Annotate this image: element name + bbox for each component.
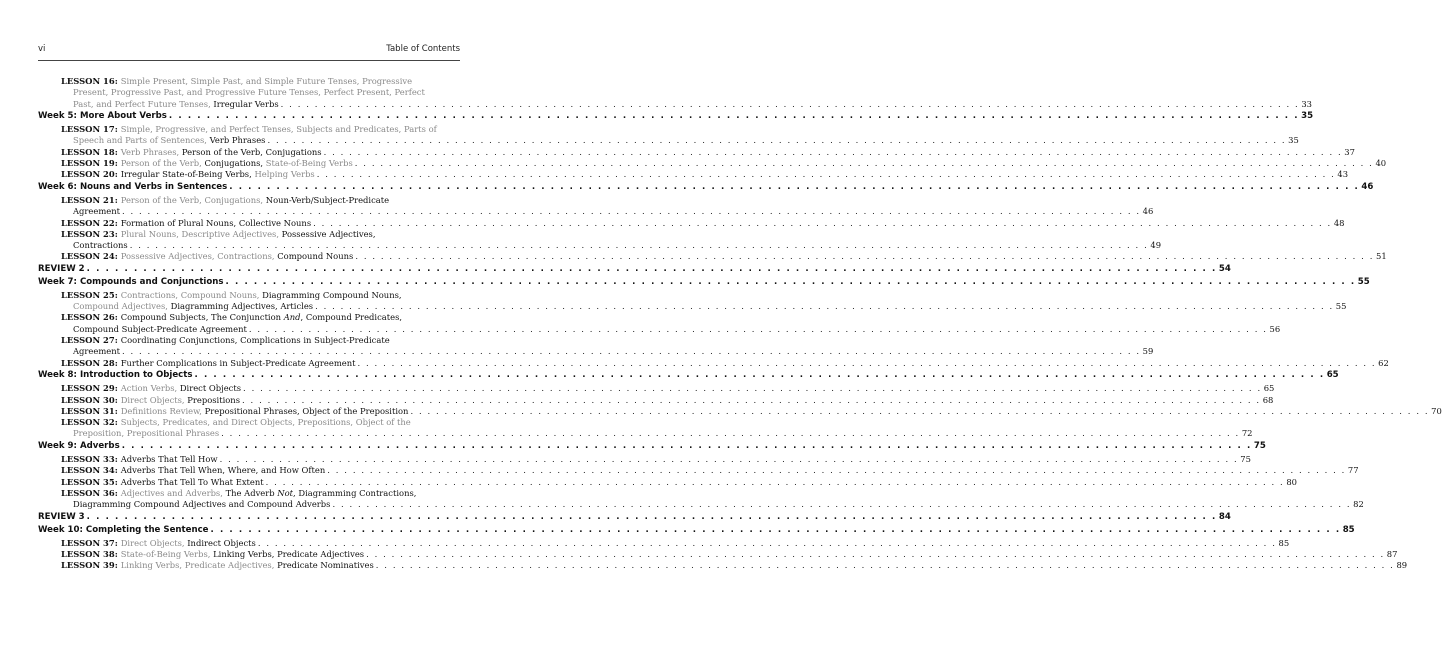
- entry-line: [61, 251, 1387, 262]
- entry-text: [61, 560, 374, 571]
- page-ref: 43: [1337, 169, 1349, 180]
- lesson-label: LESSON 23:: [61, 228, 121, 239]
- lesson-label: LESSON 28:: [61, 357, 121, 368]
- topic-text: Agreement: [73, 346, 120, 357]
- toc-section-entry[interactable]: [38, 370, 1339, 381]
- lesson-label: LESSON 17:: [61, 124, 121, 135]
- entry-text: [61, 169, 315, 180]
- dot-leader: . . . . . . . . . . . . . . . . . . . . . . . . . . . . . . . . . . . . . . . . . . . . . . . . . . . . . . . . . . . . . . . . . . . . . . . . . . . . . . . . . . . . . . . . . . . . . . . . . . . . . . . . . . . . . . . . . . . . . . . .: [323, 146, 1343, 157]
- topic-text: Verb Phrases,: [120, 146, 182, 157]
- lesson-label: LESSON 29:: [61, 383, 121, 394]
- entry-line: [61, 323, 1281, 335]
- topic-text: Adverbs That Tell When, Where, and How Often: [120, 465, 326, 476]
- page-ref: 84: [1218, 511, 1231, 522]
- topic-text: Contractions, Compound Nouns,: [120, 289, 263, 300]
- toc-lesson-entry[interactable]: [38, 124, 1299, 147]
- page-ref: 82: [1353, 499, 1364, 510]
- page-ref: 75: [1240, 454, 1251, 464]
- entry-line: [61, 312, 455, 323]
- dot-leader: . . . . . . . . . . . . . . . . . . . . . . . . . . . . . . . . . . . . . . . . . . . . . . . . . . . . . . . . . . . . . . . . . . . . . . . . . . . . . . . . . . . . . . . . . . . . . . . . . . . . . . . . . . . . . . . . . . . . . . . .: [327, 465, 1346, 476]
- topic-text: Compound Subjects, The Conjunction: [120, 312, 284, 323]
- page-ref: 55: [1335, 301, 1347, 312]
- lesson-label: LESSON 32:: [61, 417, 121, 428]
- table-of-contents: [38, 76, 1442, 571]
- dot-leader: . . . . . . . . . . . . . . . . . . . . . . . . . . . . . . . . . . . . . . . . . . . . . . . . . . . . . . . . . . . . . . . . . . . . . . . . . . . . . . . . . . . . . . . . . . . . . . . . . . . . . . . . . . . . . . . . . . . . . . . .: [313, 217, 1332, 228]
- page-ref: 62: [1378, 357, 1389, 368]
- topic-text: Possessive Adjectives, Contractions,: [120, 251, 278, 262]
- entry-line: [61, 417, 455, 428]
- toc-section-entry[interactable]: [38, 182, 1374, 193]
- entry-line: [61, 548, 1398, 560]
- toc-lesson-entry[interactable]: [38, 487, 1364, 511]
- page-ref: 35: [1288, 135, 1299, 146]
- entry-line: [61, 454, 1251, 465]
- page-ref: 89: [1396, 560, 1408, 571]
- entry-text: [61, 477, 264, 488]
- toc-lesson-entry[interactable]: [38, 169, 1349, 180]
- topic-text: Prepositions: [187, 394, 241, 405]
- entry-text: [61, 218, 311, 229]
- entry-line: [61, 383, 1275, 394]
- entry-text: [73, 87, 425, 97]
- topic-text: , Diagramming Contractions,: [293, 487, 417, 498]
- dot-leader: . . . . . . . . . . . . . . . . . . . . . . . . . . . . . . . . . . . . . . . . . . . . . . . . . . . . . . . . . . . . . . . . . . . . . . . . . . . . . . . . . . . . . . . . . . . . . . . . . . . . . . . . . . . . . . . . . . . . . . . .: [410, 405, 1430, 416]
- toc-lesson-entry[interactable]: [38, 289, 1347, 313]
- topic-text: Person of the Verb, Conjugations: [181, 146, 322, 157]
- entry-line: [61, 76, 455, 87]
- entry-line: [61, 301, 1347, 312]
- topic-text: State-of-Being Verbs,: [120, 548, 214, 559]
- entry-line: [61, 346, 1154, 357]
- dot-leader: . . . . . . . . . . . . . . . . . . . . . . . . . . . . . . . . . . . . . . . . . . . . . . . . . . . . . . . . . . . . . . . . . . . . . . . . . . . . . . . . . . . . . . . . . . . . . . . . . . . . . . . . . . . . . . . . . . . . . . . .: [357, 357, 1377, 368]
- entry-line: [61, 158, 1387, 169]
- topic-text: Indirect Objects: [187, 537, 256, 548]
- topic-text: Contractions: [73, 240, 128, 251]
- dot-leader: . . . . . . . . . . . . . . . . . . . . . . . . . . . . . . . . . . . . . . . . . . . . . . . . . . . . . . . . . . . . . . . . . . . . . . . . . . . . . . . . . . . . . . . . . . . . . . . . . . . . . . . . . . . . . . . . . . . . . . . .: [257, 537, 1277, 548]
- entry-text: [61, 290, 402, 300]
- topic-text: Adverbs That Tell How: [120, 454, 218, 464]
- entry-line: [61, 465, 1359, 476]
- section-title: Week 9: Adverbs: [38, 441, 120, 452]
- toc-lesson-entry[interactable]: [38, 394, 1274, 406]
- topic-text: Helping Verbs: [254, 169, 315, 180]
- section-title: REVIEW 3: [38, 511, 85, 522]
- toc-lesson-entry[interactable]: [38, 465, 1359, 476]
- entry-text: [61, 454, 218, 465]
- entry-text: [61, 465, 325, 476]
- entry-text: [61, 312, 402, 322]
- page-ref: 65: [1263, 383, 1275, 394]
- dot-leader: . . . . . . . . . . . . . . . . . . . . . . . . . . . . . . . . . . . . . . . . . . . . . . . . . . . . . . . . . . . . . . . . . . . . . . . . . . . . . . . . . . . . . . . . . . . . . . . . . . . . . . . . . . . . . . . . . . . . . . . .: [86, 511, 1217, 522]
- topic-text: Diagramming Adjectives, Articles: [170, 301, 314, 312]
- dot-leader: . . . . . . . . . . . . . . . . . . . . . . . . . . . . . . . . . . . . . . . . . . . . . . . . . . . . . . . . . . . . . . . . . . . . . . . . . . . . . . . . . . . . . . . . . . . . . . . . . . . . . . . . . . . . . . . . . . . . . . . .: [267, 135, 1287, 146]
- page-ref: 68: [1262, 394, 1274, 405]
- dot-leader: . . . . . . . . . . . . . . . . . . . . . . . . . . . . . . . . . . . . . . . . . . . . . . . . . . . . . . . . . . . . . . . . . . . . . . . . . . . . . . . . . . . . . . . . . . . . . . . . . . . . . . . . . . . . . . . . . . . . . . . .: [280, 98, 1300, 109]
- toc-lesson-entry[interactable]: [38, 476, 1297, 488]
- lesson-label: LESSON 39:: [61, 560, 121, 571]
- entry-text: [73, 428, 219, 439]
- lesson-label: LESSON 26:: [61, 312, 121, 323]
- dot-leader: . . . . . . . . . . . . . . . . . . . . . . . . . . . . . . . . . . . . . . . . . . . . . . . . . . . . . . . . . . . . . . . . . . . . . . . . . . . . . . . . . . . . . . . . . . . . . . . . . . . . . . . . . . . . . . . . . . . . . . . .: [375, 560, 1395, 571]
- dot-leader: . . . . . . . . . . . . . . . . . . . . . . . . . . . . . . . . . . . . . . . . . . . . . . . . . . . . . . . . . . . . . . . . . . . . . . . . . . . . . . . . . . . . . . . . . . . . . . . . . . . . . . . . . . . . . . . . . . . . . . . .: [121, 441, 1252, 452]
- topic-text: Not: [277, 487, 294, 498]
- toc-lesson-entry[interactable]: [38, 405, 1442, 417]
- toc-section-entry[interactable]: [38, 111, 1314, 122]
- topic-text: Coordinating Conjunctions, Complications in Subject-Predicate: [120, 335, 390, 346]
- lesson-label: LESSON 37:: [61, 537, 121, 548]
- toc-lesson-entry[interactable]: [38, 417, 1253, 440]
- lesson-label: LESSON 31:: [61, 405, 121, 416]
- topic-text: Noun-Verb/Subject-Predicate: [265, 194, 390, 205]
- topic-text: Plural Nouns, Descriptive Adjectives,: [120, 228, 282, 239]
- topic-text: Compound Adjectives,: [73, 301, 171, 312]
- dot-leader: . . . . . . . . . . . . . . . . . . . . . . . . . . . . . . . . . . . . . . . . . . . . . . . . . . . . . . . . . . . . . . . . . . . . . . . . . . . . . . . . . . . . . . . . . . . . . . . . . . . . . . . . . . . . . . . . . . . . . . . .: [225, 277, 1356, 288]
- page-ref: 80: [1286, 476, 1297, 487]
- lesson-label: LESSON 20:: [61, 169, 121, 180]
- lesson-label: LESSON 19:: [61, 158, 121, 169]
- topic-text: Diagramming Compound Nouns,: [262, 289, 402, 300]
- dot-leader: . . . . . . . . . . . . . . . . . . . . . . . . . . . . . . . . . . . . . . . . . . . . . . . . . . . . . . . . . . . . . . . . . . . . . . . . . . . . . . . . . . . . . . . . . . . . . . . . . . . . . . . . . . . . . . . . . . . . . . . .: [168, 111, 1300, 122]
- page-ref: 37: [1344, 146, 1355, 157]
- section-title: Table of Contents: [386, 44, 460, 54]
- topic-text: Formation of Plural Nouns, Collective Nouns: [120, 217, 312, 228]
- entry-text: [73, 99, 279, 110]
- page-ref: 70: [1431, 405, 1442, 416]
- topic-text: Subjects, Predicates, and Direct Objects, Prepositions, Object of the: [120, 417, 411, 428]
- entry-line: [61, 206, 1154, 217]
- topic-text: Predicate Nominatives: [277, 560, 374, 571]
- section-title: Week 6: Nouns and Verbs in Sentences: [38, 182, 228, 193]
- entry-line: [61, 135, 1299, 146]
- toc-lesson-entry[interactable]: [38, 335, 1154, 358]
- topic-text: Verb Phrases: [209, 135, 266, 146]
- toc-lesson-entry[interactable]: [38, 454, 1251, 465]
- dot-leader: . . . . . . . . . . . . . . . . . . . . . . . . . . . . . . . . . . . . . . . . . . . . . . . . . . . . . . . . . . . . . . . . . . . . . . . . . . . . . . . . . . . . . . . . . . . . . . . . . . . . . . . . . . . . . . . . . . . . . . . .: [121, 346, 1141, 357]
- entry-line: [61, 98, 1312, 110]
- entry-line: [61, 394, 1274, 406]
- page-ref: 65: [1326, 370, 1339, 381]
- topic-text: Compound Subject-Predicate Agreement: [73, 323, 247, 334]
- dot-leader: . . . . . . . . . . . . . . . . . . . . . . . . . . . . . . . . . . . . . . . . . . . . . . . . . . . . . . . . . . . . . . . . . . . . . . . . . . . . . . . . . . . . . . . . . . . . . . . . . . . . . . . . . . . . . . . . . . . . . . . .: [121, 206, 1141, 217]
- page-ref: 85: [1278, 537, 1290, 548]
- running-header: [38, 44, 460, 58]
- entry-line: [61, 428, 1253, 439]
- topic-text: Speech and Parts of Sentences,: [73, 135, 210, 146]
- toc-lesson-entry[interactable]: [38, 537, 1290, 549]
- topic-text: Direct Objects: [179, 383, 242, 394]
- entry-line: [61, 169, 1349, 180]
- entry-line: [61, 290, 455, 301]
- topic-text: And: [283, 312, 301, 323]
- dot-leader: . . . . . . . . . . . . . . . . . . . . . . . . . . . . . . . . . . . . . . . . . . . . . . . . . . . . . . . . . . . . . . . . . . . . . . . . . . . . . . . . . . . . . . . . . . . . . . . . . . . . . . . . . . . . . . . . . . . . . . . .: [315, 301, 1334, 312]
- toc-section-entry[interactable]: [38, 264, 1231, 275]
- dot-leader: . . . . . . . . . . . . . . . . . . . . . . . . . . . . . . . . . . . . . . . . . . . . . . . . . . . . . . . . . . . . . . . . . . . . . . . . . . . . . . . . . . . . . . . . . . . . . . . . . . . . . . . . . . . . . . . . . . . . . . . .: [355, 251, 1374, 262]
- entry-text: [73, 240, 128, 251]
- entry-text: [73, 499, 330, 510]
- entry-text: [61, 76, 412, 86]
- topic-text: Simple, Progressive, and Perfect Tenses, Subjects and Predicates, Parts of: [120, 124, 437, 135]
- header-rule: [38, 60, 460, 61]
- entry-text: [73, 135, 265, 146]
- page-ref: 49: [1150, 240, 1162, 251]
- topic-text: Adjectives and Adverbs,: [120, 487, 226, 498]
- lesson-label: LESSON 34:: [61, 465, 121, 476]
- topic-text: Linking Verbs, Predicate Adjectives: [213, 548, 365, 559]
- topic-text: Agreement: [73, 206, 120, 217]
- topic-text: Compound Nouns: [277, 251, 354, 262]
- dot-leader: . . . . . . . . . . . . . . . . . . . . . . . . . . . . . . . . . . . . . . . . . . . . . . . . . . . . . . . . . . . . . . . . . . . . . . . . . . . . . . . . . . . . . . . . . . . . . . . . . . . . . . . . . . . . . . . . . . . . . . . .: [229, 182, 1360, 193]
- entry-line: [61, 357, 1389, 369]
- entry-line: [61, 195, 455, 206]
- topic-text: Possessive Adjectives,: [281, 228, 376, 239]
- page-ref: 48: [1333, 217, 1345, 228]
- topic-text: The Adverb: [225, 487, 278, 498]
- entry-line: [61, 405, 1442, 417]
- page-ref: 59: [1142, 346, 1154, 357]
- section-title: Week 5: More About Verbs: [38, 111, 167, 122]
- lesson-label: LESSON 16:: [61, 76, 121, 86]
- page-ref: 77: [1347, 465, 1359, 476]
- page-ref: 33: [1301, 98, 1312, 109]
- topic-text: Direct Objects,: [120, 537, 188, 548]
- toc-lesson-entry[interactable]: [38, 251, 1387, 262]
- toc-lesson-entry[interactable]: [38, 228, 1162, 252]
- entry-text: [61, 335, 390, 345]
- toc-lesson-entry[interactable]: [38, 560, 1408, 571]
- dot-leader: . . . . . . . . . . . . . . . . . . . . . . . . . . . . . . . . . . . . . . . . . . . . . . . . . . . . . . . . . . . . . . . . . . . . . . . . . . . . . . . . . . . . . . . . . . . . . . . . . . . . . . . . . . . . . . . . . . . . . . . .: [221, 428, 1240, 439]
- toc-lesson-entry[interactable]: [38, 158, 1387, 169]
- dot-leader: . . . . . . . . . . . . . . . . . . . . . . . . . . . . . . . . . . . . . . . . . . . . . . . . . . . . . . . . . . . . . . . . . . . . . . . . . . . . . . . . . . . . . . . . . . . . . . . . . . . . . . . . . . . . . . . . . . . . . . . .: [354, 158, 1374, 169]
- lesson-label: LESSON 30:: [61, 394, 121, 405]
- topic-text: Irregular State-of-Being Verbs,: [120, 169, 255, 180]
- entry-line: [61, 229, 455, 240]
- topic-text: Linking Verbs, Predicate Adjectives,: [120, 560, 278, 571]
- section-title: Week 8: Introduction to Objects: [38, 370, 193, 381]
- entry-text: [61, 488, 416, 498]
- lesson-label: LESSON 38:: [61, 548, 121, 559]
- dot-leader: . . . . . . . . . . . . . . . . . . . . . . . . . . . . . . . . . . . . . . . . . . . . . . . . . . . . . . . . . . . . . . . . . . . . . . . . . . . . . . . . . . . . . . . . . . . . . . . . . . . . . . . . . . . . . . . . . . . . . . . .: [219, 454, 1239, 464]
- page-ref: 35: [1301, 111, 1314, 122]
- topic-text: Prepositional Phrases, Object of the Preposition: [204, 405, 409, 416]
- dot-leader: . . . . . . . . . . . . . . . . . . . . . . . . . . . . . . . . . . . . . . . . . . . . . . . . . . . . . . . . . . . . . . . . . . . . . . . . . . . . . . . . . . . . . . . . . . . . . . . . . . . . . . . . . . . . . . . . . . . . . . . .: [243, 383, 1262, 394]
- entry-line: [61, 124, 455, 135]
- lesson-label: LESSON 21:: [61, 194, 121, 205]
- page-ref: 72: [1241, 428, 1253, 439]
- topic-text: Conjugations,: [204, 158, 266, 169]
- page-ref: 87: [1386, 548, 1398, 559]
- topic-text: Present, Progressive Past, and Progressive Future Tenses, Perfect Present, Perfect: [73, 87, 425, 98]
- toc-lesson-entry[interactable]: [38, 217, 1345, 229]
- lesson-label: LESSON 25:: [61, 289, 121, 300]
- topic-text: Irregular Verbs: [213, 98, 279, 109]
- section-title: Week 10: Completing the Sentence: [38, 524, 209, 535]
- topic-text: Further Complications in Subject-Predicate Agreement: [120, 357, 356, 368]
- topic-text: Past, and Perfect Future Tenses,: [73, 98, 214, 109]
- entry-line: [61, 537, 1290, 549]
- entry-line: [61, 499, 1364, 510]
- dot-leader: . . . . . . . . . . . . . . . . . . . . . . . . . . . . . . . . . . . . . . . . . . . . . . . . . . . . . . . . . . . . . . . . . . . . . . . . . . . . . . . . . . . . . . . . . . . . . . . . . . . . . . . . . . . . . . . . . . . . . . . .: [86, 264, 1217, 275]
- lesson-label: LESSON 22:: [61, 217, 121, 228]
- toc-lesson-entry[interactable]: [38, 146, 1355, 158]
- page-ref: 75: [1253, 441, 1266, 452]
- dot-leader: . . . . . . . . . . . . . . . . . . . . . . . . . . . . . . . . . . . . . . . . . . . . . . . . . . . . . . . . . . . . . . . . . . . . . . . . . . . . . . . . . . . . . . . . . . . . . . . . . . . . . . . . . . . . . . . . . . . . . . . .: [265, 476, 1285, 487]
- toc-lesson-entry[interactable]: [38, 383, 1275, 394]
- page-number: vi: [38, 44, 46, 54]
- dot-leader: . . . . . . . . . . . . . . . . . . . . . . . . . . . . . . . . . . . . . . . . . . . . . . . . . . . . . . . . . . . . . . . . . . . . . . . . . . . . . . . . . . . . . . . . . . . . . . . . . . . . . . . . . . . . . . . . . . . . . . . .: [242, 394, 1261, 405]
- page-ref: 46: [1361, 182, 1374, 193]
- topic-text: Preposition, Prepositional Phrases: [73, 428, 220, 439]
- entry-line: [61, 560, 1408, 571]
- topic-text: Simple Present, Simple Past, and Simple Future Tenses, Progressive: [120, 76, 413, 86]
- entry-line: [61, 335, 455, 346]
- page-ref: 85: [1342, 524, 1355, 535]
- entry-line: [61, 240, 1162, 251]
- toc-section-entry[interactable]: [38, 441, 1266, 452]
- dot-leader: . . . . . . . . . . . . . . . . . . . . . . . . . . . . . . . . . . . . . . . . . . . . . . . . . . . . . . . . . . . . . . . . . . . . . . . . . . . . . . . . . . . . . . . . . . . . . . . . . . . . . . . . . . . . . . . . . . . . . . . .: [129, 240, 1149, 251]
- topic-text: Direct Objects,: [120, 394, 188, 405]
- toc-section-entry[interactable]: [38, 277, 1370, 288]
- topic-text: Action Verbs,: [120, 383, 180, 394]
- entry-line: [61, 217, 1345, 229]
- lesson-label: LESSON 35:: [61, 476, 121, 487]
- lesson-label: LESSON 27:: [61, 335, 121, 346]
- dot-leader: . . . . . . . . . . . . . . . . . . . . . . . . . . . . . . . . . . . . . . . . . . . . . . . . . . . . . . . . . . . . . . . . . . . . . . . . . . . . . . . . . . . . . . . . . . . . . . . . . . . . . . . . . . . . . . . . . . . . . . . .: [316, 169, 1336, 180]
- entry-text: [61, 358, 356, 369]
- page-ref: 51: [1375, 251, 1387, 262]
- page-ref: 56: [1269, 323, 1281, 334]
- toc-lesson-entry[interactable]: [38, 76, 1312, 110]
- topic-text: State-of-Being Verbs: [265, 158, 353, 169]
- entry-text: [61, 251, 353, 262]
- toc-lesson-entry[interactable]: [38, 312, 1281, 335]
- lesson-label: LESSON 18:: [61, 146, 121, 157]
- section-title: Week 7: Compounds and Conjunctions: [38, 277, 224, 288]
- topic-text: Adverbs That Tell To What Extent: [120, 476, 264, 487]
- toc-lesson-entry[interactable]: [38, 548, 1398, 560]
- entry-text: [61, 538, 256, 549]
- toc-section-entry[interactable]: [38, 511, 1231, 523]
- entry-text: [61, 158, 353, 169]
- entry-line: [61, 488, 455, 499]
- entry-text: [61, 406, 408, 417]
- topic-text: , Compound Predicates,: [300, 312, 403, 323]
- page-ref: 55: [1357, 277, 1370, 288]
- page-ref: 46: [1142, 206, 1154, 217]
- entry-line: [61, 87, 455, 98]
- toc-lesson-entry[interactable]: [38, 194, 1154, 218]
- entry-text: [61, 395, 240, 406]
- lesson-label: LESSON 36:: [61, 487, 121, 498]
- entry-text: [73, 206, 120, 217]
- topic-text: Person of the Verb, Conjugations,: [120, 194, 266, 205]
- topic-text: Diagramming Compound Adjectives and Compound Adverbs: [73, 499, 331, 510]
- toc-lesson-entry[interactable]: [38, 357, 1389, 369]
- entry-text: [61, 124, 437, 134]
- toc-section-entry[interactable]: [38, 524, 1355, 536]
- entry-text: [73, 346, 120, 357]
- entry-text: [61, 417, 411, 427]
- dot-leader: . . . . . . . . . . . . . . . . . . . . . . . . . . . . . . . . . . . . . . . . . . . . . . . . . . . . . . . . . . . . . . . . . . . . . . . . . . . . . . . . . . . . . . . . . . . . . . . . . . . . . . . . . . . . . . . . . . . . . . . .: [366, 548, 1385, 559]
- entry-text: [61, 383, 241, 394]
- topic-text: Definitions Review,: [120, 405, 205, 416]
- page-ref: 54: [1218, 264, 1231, 275]
- entry-line: [61, 476, 1297, 488]
- entry-text: [73, 324, 247, 335]
- entry-text: [61, 147, 322, 158]
- entry-text: [61, 195, 389, 205]
- dot-leader: . . . . . . . . . . . . . . . . . . . . . . . . . . . . . . . . . . . . . . . . . . . . . . . . . . . . . . . . . . . . . . . . . . . . . . . . . . . . . . . . . . . . . . . . . . . . . . . . . . . . . . . . . . . . . . . . . . . . . . . .: [248, 323, 1268, 334]
- entry-line: [61, 146, 1355, 158]
- page-ref: 40: [1375, 158, 1387, 169]
- dot-leader: . . . . . . . . . . . . . . . . . . . . . . . . . . . . . . . . . . . . . . . . . . . . . . . . . . . . . . . . . . . . . . . . . . . . . . . . . . . . . . . . . . . . . . . . . . . . . . . . . . . . . . . . . . . . . . . . . . . . . . . .: [210, 524, 1341, 535]
- dot-leader: . . . . . . . . . . . . . . . . . . . . . . . . . . . . . . . . . . . . . . . . . . . . . . . . . . . . . . . . . . . . . . . . . . . . . . . . . . . . . . . . . . . . . . . . . . . . . . . . . . . . . . . . . . . . . . . . . . . . . . . .: [332, 499, 1352, 510]
- topic-text: Person of the Verb,: [120, 158, 205, 169]
- dot-leader: . . . . . . . . . . . . . . . . . . . . . . . . . . . . . . . . . . . . . . . . . . . . . . . . . . . . . . . . . . . . . . . . . . . . . . . . . . . . . . . . . . . . . . . . . . . . . . . . . . . . . . . . . . . . . . . . . . . . . . . .: [194, 370, 1325, 381]
- section-title: REVIEW 2: [38, 264, 85, 275]
- entry-text: [73, 301, 313, 312]
- lesson-label: LESSON 24:: [61, 251, 121, 262]
- lesson-label: LESSON 33:: [61, 454, 121, 464]
- entry-text: [61, 229, 376, 239]
- entry-text: [61, 549, 364, 560]
